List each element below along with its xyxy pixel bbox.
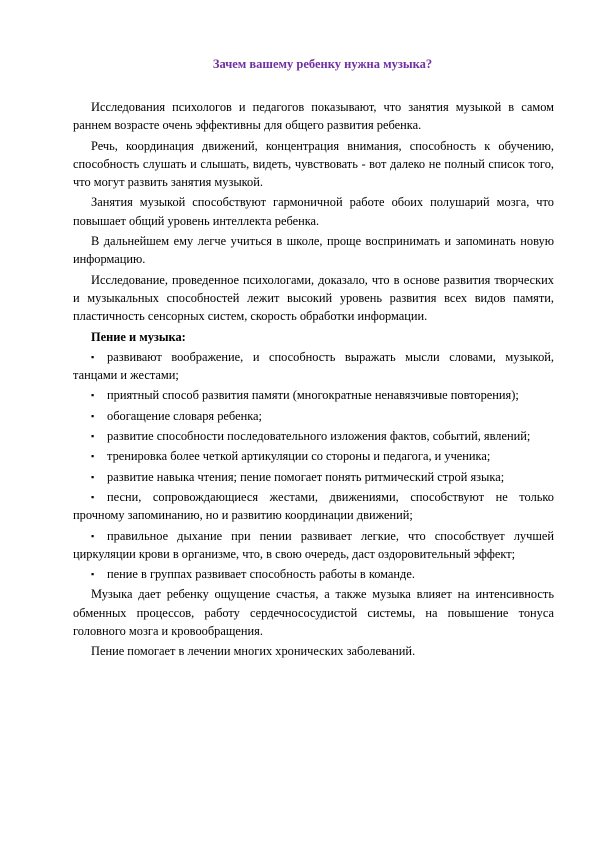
document-title: Зачем вашему ребенку нужна музыка? <box>212 57 433 71</box>
list-item-text: развитие навыка чтения; пение помогает понять ритмический строй языка; <box>107 469 505 484</box>
paragraph: Пение помогает в лечении многих хронических заболеваний. <box>91 644 416 659</box>
list-item <box>73 565 554 583</box>
list-item <box>73 527 554 564</box>
bullet-icon: ▪ <box>91 491 95 502</box>
document-body <box>73 98 554 663</box>
list-item-text: развивают воображение, и способность выражать мысли словами, музыкой, танцами и жестами; <box>73 349 554 383</box>
paragraph: Музыка дает ребенку ощущение счастья, а также музыка влияет на интенсивность обменных процессов, работу сердечнососудистой системы, на повышение тонуса головного мозга и кровообращения. <box>73 587 554 639</box>
bullet-icon: ▪ <box>91 451 95 462</box>
list-item-text: обогащение словаря ребенка; <box>107 408 262 423</box>
list-item <box>73 348 554 385</box>
bullet-icon: ▪ <box>91 351 95 362</box>
paragraph: Исследование, проведенное психологами, доказало, что в основе развития творческих и музыкальных способностей лежит высокий уровень развития всех видов памяти, пластичность сенсорных систем, скорость обработки информации. <box>73 272 554 324</box>
list-item <box>73 488 554 525</box>
section-subheading: Пение и музыка: <box>91 329 186 344</box>
list-item-text: пение в группах развивает способность работы в команде. <box>107 567 415 582</box>
bullet-icon: ▪ <box>91 530 95 541</box>
list-item <box>73 427 554 445</box>
paragraph: В дальнейшем ему легче учиться в школе, проще воспринимать и запоминать новую информацию. <box>73 234 554 267</box>
paragraph: Речь, координация движений, концентрация внимания, способность к обучению, способность слушать и слышать, видеть, чувствовать - вот далеко не полный список того, что могут развить занятия музыкой. <box>73 138 554 190</box>
bullet-icon: ▪ <box>91 569 95 580</box>
bullet-icon: ▪ <box>91 471 95 482</box>
list-item-text: песни, сопровождающиеся жестами, движениями, способствуют не только прочному запоминанию, но и развитию координации движений; <box>73 489 554 523</box>
list-item-text: приятный способ развития памяти (многократные ненавязчивые повторения); <box>107 388 519 403</box>
paragraph: Исследования психологов и педагогов показывают, что занятия музыкой в самом раннем возрасте очень эффективны для общего развития ребенка. <box>73 100 554 133</box>
list-item <box>73 407 554 425</box>
list-item <box>73 386 554 404</box>
paragraph: Занятия музыкой способствуют гармоничной работе обоих полушарий мозга, что повышает общий уровень интеллекта ребенка. <box>73 195 554 228</box>
bullet-icon: ▪ <box>91 410 95 421</box>
list-item-text: развитие способности последовательного изложения фактов, событий, явлений; <box>107 429 531 444</box>
list-item-text: правильное дыхание при пении развивает легкие, что способствует лучшей циркуляции крови в организме, что, в свою очередь, даст оздоровительный эффект; <box>73 528 554 561</box>
bullet-list <box>73 348 554 584</box>
list-item-text: тренировка более четкой артикуляции со стороны и педагога, и ученика; <box>107 449 491 464</box>
list-item <box>73 447 554 465</box>
bullet-icon: ▪ <box>91 390 95 401</box>
bullet-icon: ▪ <box>91 431 95 442</box>
list-item <box>73 468 554 486</box>
